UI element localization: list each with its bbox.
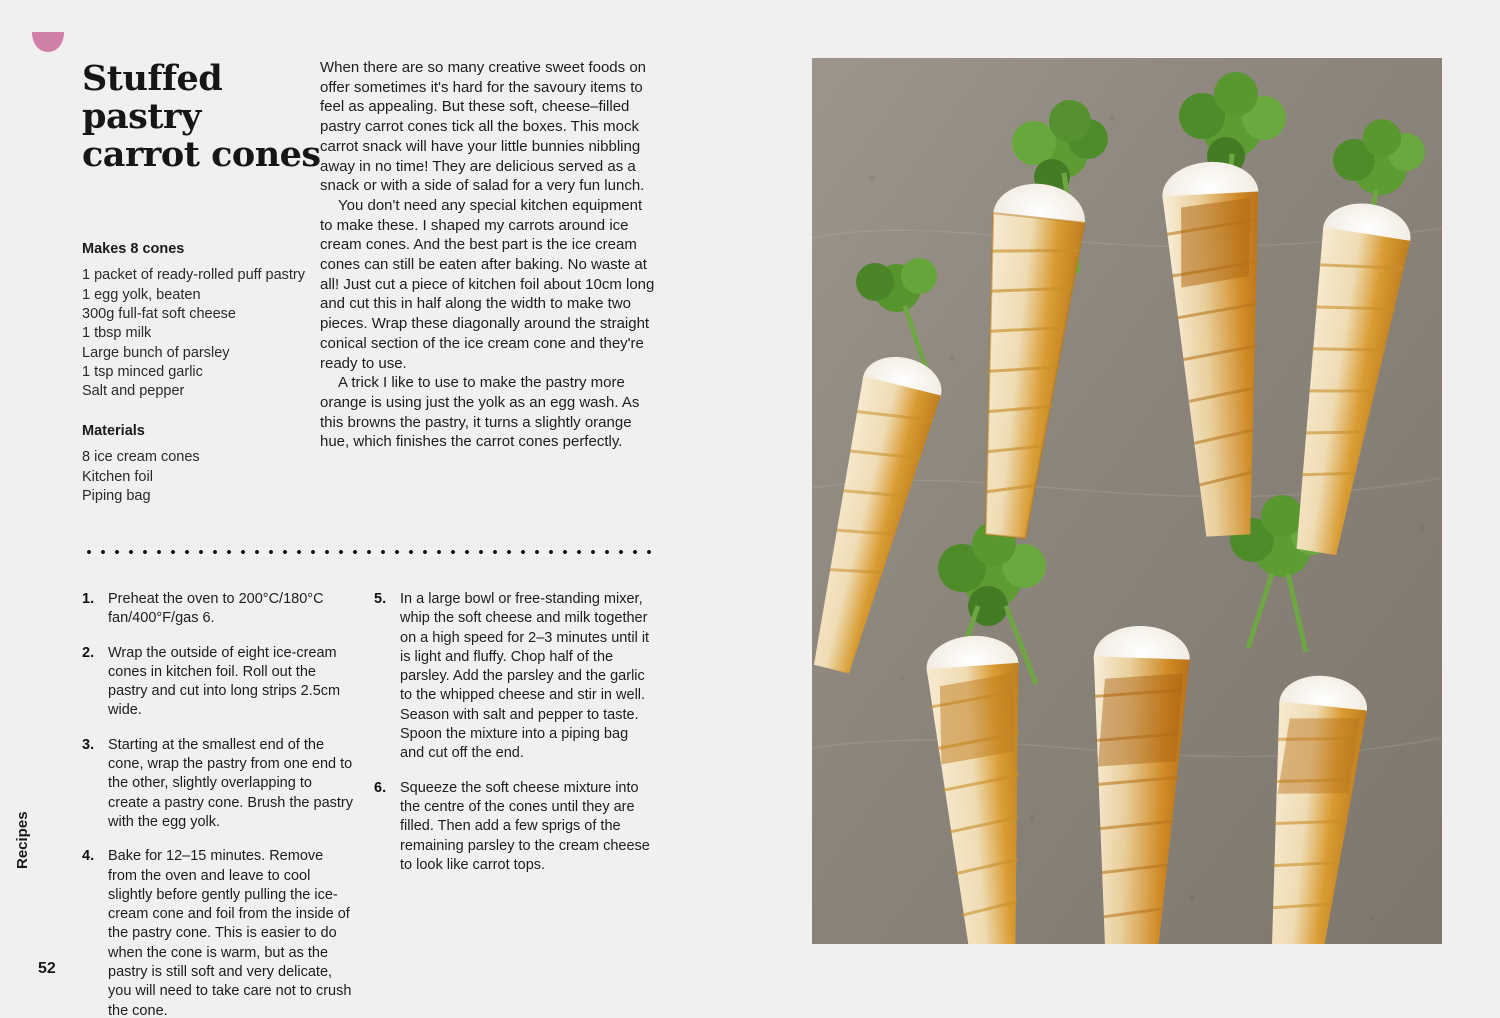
list-item: 1 tbsp milk (82, 325, 152, 342)
recipe-introduction (320, 58, 655, 452)
step-number: 1. (82, 591, 95, 607)
list-item: Kitchen foil (82, 468, 153, 485)
step-number: 6. (374, 779, 387, 796)
list-item: Salt and pepper (82, 383, 185, 400)
step-number: 2. (82, 644, 95, 661)
list-item (82, 590, 354, 629)
section-label: Recipes (14, 811, 31, 869)
step-text: Preheat the oven to 200°C/180°C fan/400°F/gas 6. (108, 591, 324, 627)
makes-heading: Makes 8 cones (82, 241, 185, 258)
recipe-meta-column (82, 30, 322, 506)
list-item: 300g full-fat soft cheese (82, 305, 236, 322)
list-item: 1 egg yolk, beaten (82, 286, 201, 303)
step-text: Bake for 12–15 minutes. Remove from the oven and leave to cool slightly before gently pulling the ice-cream cone and foil from the inside of the pastry cone. This is easier to do when the cone is warm, but as the pastry is still soft and very delicate, you will need to take care not to crush the cone. (108, 848, 352, 1018)
list-item: Piping bag (82, 488, 151, 505)
materials-heading: Materials (82, 423, 145, 440)
list-item (374, 779, 656, 875)
step-text: Wrap the outside of eight ice-cream cones in kitchen foil. Roll out the pastry and cut into long strips 2.5cm wide. (108, 644, 341, 719)
step-number: 5. (374, 591, 387, 607)
step-number: 3. (82, 736, 95, 753)
method-steps-right (374, 590, 656, 890)
list-item: Large bunch of parsley (82, 344, 230, 361)
materials-list (82, 448, 322, 506)
list-item: 1 packet of ready-rolled puff pastry (82, 267, 305, 284)
page-number: 52 (38, 960, 56, 977)
list-item: 8 ice cream cones (82, 449, 200, 466)
page-title: Stuffed pastry carrot cones (82, 58, 321, 175)
list-item (82, 644, 354, 721)
step-text: Starting at the smallest end of the cone, wrap the pastry from one end to the other, slightly overlapping to create a pastry cone. Brush the pastry with the egg yolk. (108, 736, 354, 830)
step-text: Squeeze the soft cheese mixture into the centre of the cones until they are filled. Then add a few sprigs of the remaining parsley to the cream cheese to look like carrot tops. (400, 779, 650, 873)
list-item (82, 736, 354, 832)
step-text: In a large bowl or free-standing mixer, whip the soft cheese and milk together on a high speed for 2–3 minutes until it is light and fluffy. Chop half of the parsley. Add the parsley and the garlic to the whipped cheese and stir in well. Season with salt and pepper to taste. Spoon the mixture into a piping bag and cut off the end. (400, 591, 650, 762)
list-item (374, 590, 656, 764)
recipe-photo (812, 58, 1442, 944)
intro-paragraph: You don't need any special kitchen equipment to make these. I shaped my carrots around ice cream cones. And the best part is the ice cream cones can still be eaten after baking. No waste at all! Just cut a piece of kitchen foil about 10cm long and cut this in half along the width to make two pieces. Wrap these diagonally around the straight conical section of the ice cream cone and they're ready to use. (320, 196, 655, 372)
list-item (82, 847, 354, 1018)
list-item: 1 tsp minced garlic (82, 363, 203, 380)
intro-paragraph: When there are so many creative sweet foods on offer sometimes it's hard for the savoury items to feel as appealing. But these soft, cheese–filled pastry carrot cones tick all the boxes. This mock carrot snack will have your little bunnies nibbling away in no time! They are delicious served as a snack or with a side of salad for a very fun lunch. (320, 59, 647, 195)
ingredient-list (82, 266, 322, 401)
step-number: 4. (82, 848, 95, 865)
intro-paragraph: A trick I like to use to make the pastry more orange is using just the yolk as an egg wash. As this browns the pastry, it turns a slightly orange hue, which finishes the carrot cones perfectly. (320, 374, 640, 451)
method-steps-left (82, 590, 354, 1018)
bowl-icon (30, 28, 66, 54)
dotted-divider (82, 548, 652, 556)
